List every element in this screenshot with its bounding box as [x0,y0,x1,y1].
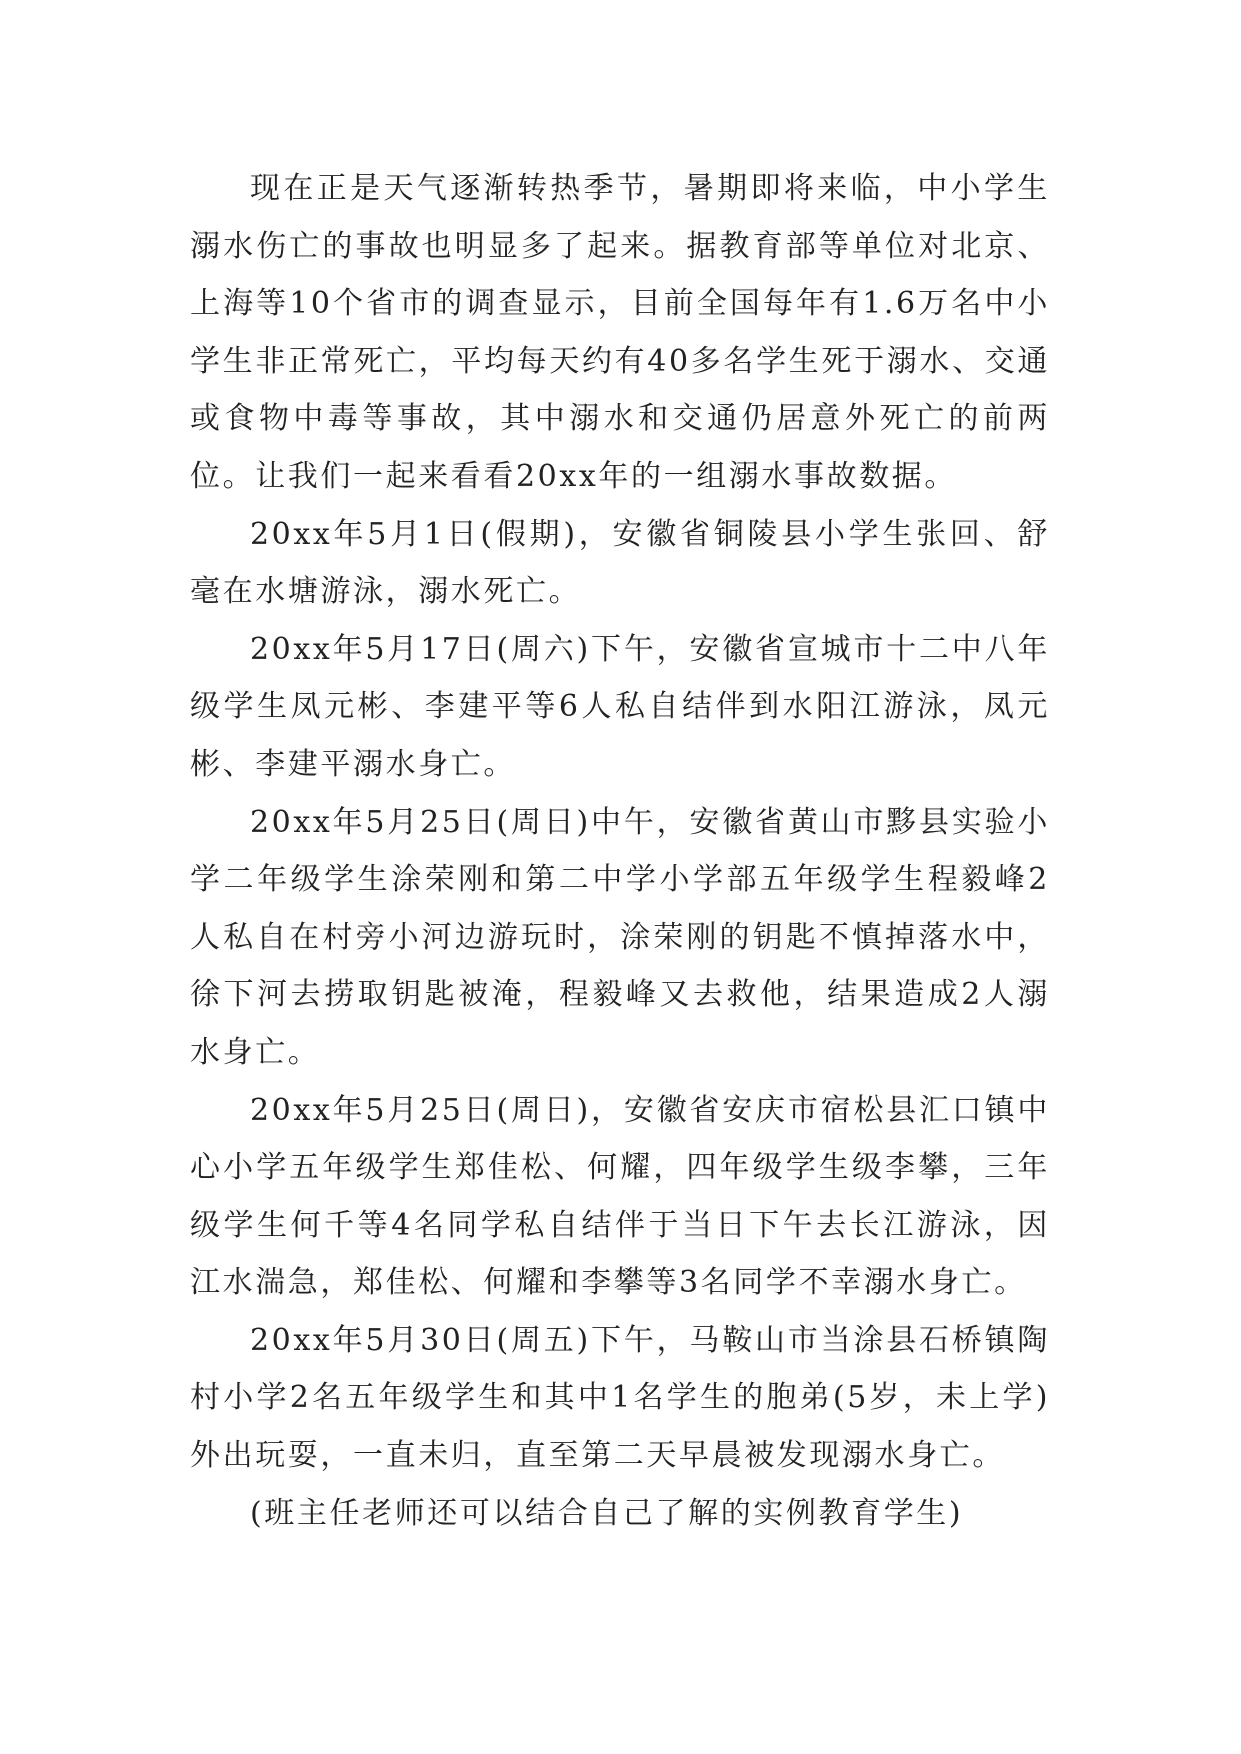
paragraph-case-may-25: 20xx年5月25日(周日)，安徽省安庆市宿松县汇口镇中心小学五年级学生郑佳松、何耀，四年级学生级李攀，三年级学生何千等4名同学私自结伴于当日下午去长江游泳，因江水湍急，郑佳松、何耀和李攀等3名同学不幸溺水身亡。 [190,1092,1050,1301]
document-body [190,160,1050,1542]
paragraph-intro: 现在正是天气逐渐转热季节，暑期即将来临，中小学生溺水伤亡的事故也明显多了起来。据教育部等单位对北京、上海等10个省市的调查显示，目前全国每年有1.6万名中小学生非正常死亡，平均每天约有40多名学生死于溺水、交通或食物中毒等事故，其中溺水和交通仍居意外死亡的前两位。让我们一起来看看20xx年的一组溺水事故数据。 [190,171,1050,494]
paragraph-case-may-30: 20xx年5月30日(周五)下午，马鞍山市当涂县石桥镇陶村小学2名五年级学生和其中1名学生的胞弟(5岁，未上学)外出玩耍，一直未归，直至第二天早晨被发现溺水身亡。 [190,1322,1050,1474]
paragraph-case-may-17: 20xx年5月17日(周六)下午，安徽省宣城市十二中八年级学生凤元彬、李建平等6人私自结伴到水阳江游泳，凤元彬、李建平溺水身亡。 [190,631,1050,782]
paragraph-case-may-25-noon: 20xx年5月25日(周日)中午，安徽省黄山市黟县实验小学二年级学生涂荣刚和第二中学小学部五年级学生程毅峰2人私自在村旁小河边游玩时，涂荣刚的钥匙不慎掉落水中，徐下河去捞取钥匙被淹，程毅峰又去救他，结果造成2人溺水身亡。 [190,804,1050,1070]
paragraph-teacher-note: (班主任老师还可以结合自己了解的实例教育学生) [250,1495,964,1531]
paragraph-case-may-1: 20xx年5月1日(假期)，安徽省铜陵县小学生张回、舒毫在水塘游泳，溺水死亡。 [190,516,1050,610]
